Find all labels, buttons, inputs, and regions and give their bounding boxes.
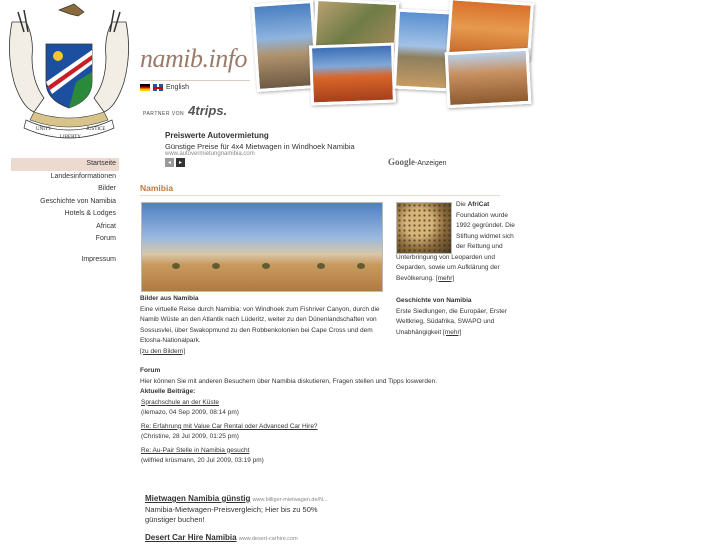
photo-tree [212,263,220,269]
google-ads-suffix: -Anzeigen [415,160,447,167]
google-ads-label[interactable] [388,157,447,167]
photo-tree [357,263,365,269]
forum-heading: Forum [140,367,161,374]
photo-tree [172,263,180,269]
header [0,0,727,150]
sidebar-item-bilder[interactable]: Bilder [98,185,116,192]
language-selector [140,84,189,91]
sidebar-nav [11,158,119,266]
bottom-ad-url[interactable]: www.billiger-mietwagen.de/N... [252,497,328,503]
photo-collage [250,0,727,120]
english-flag-icon[interactable] [153,84,163,91]
ad-url[interactable]: www.autovermietungnamibia.com [165,151,255,157]
ad-navigation [165,158,185,167]
bottom-ad [145,533,345,542]
bottom-ad [145,494,345,525]
coat-of-arms-logo[interactable] [4,2,134,144]
page-title: Namibia [140,183,174,193]
forum-post-list [140,398,460,467]
africat-section [396,200,516,284]
motto-liberty: LIBERTY [60,135,81,140]
forum-post-link[interactable]: Re: Au-Pair Stelle in Namibia gesucht [141,446,250,454]
sidebar-item-forum[interactable]: Forum [95,235,116,242]
forum-post-link[interactable]: Sprachschule an der Küste [141,398,220,406]
africat-intro: Die [456,201,466,208]
german-flag-icon[interactable] [140,84,150,91]
forum-post-link[interactable]: Re: Erfahrung mit Value Car Rental oder Advanced Car Hire? [141,422,318,430]
forum-section [140,366,460,467]
photo-tree [262,263,270,269]
ad-next-icon[interactable]: ▸ [176,158,185,167]
bilder-heading: Bilder aus Namibia [140,295,199,302]
africat-name: AfriCat [467,201,490,208]
africat-more-link[interactable]: [mehr] [435,274,455,282]
sidebar-item-geschichte[interactable]: Geschichte von Namibia [40,197,116,205]
africat-line-4: Stiftung widmet sich [456,232,514,240]
bottom-ad-url[interactable]: www.desert-carhire.com [238,536,298,542]
geschichte-section [396,296,516,338]
photo-dune [309,43,396,106]
africat-line-2: Foundation wurde [456,211,509,219]
logo-underline [140,80,250,81]
geschichte-text: Erste Siedlungen, die Europäer, Erster Weltkrieg, Südafrika, SWAPO und Unabhängigkeit [396,307,507,336]
africat-line-1 [396,200,516,211]
namibia-landscape-photo[interactable] [141,202,383,292]
bilder-text: Eine virtuelle Reise durch Namibia: von Windhoek zum Fishriver Canyon, durch die Namib Wüste an den Atlantik nach Lüderitz, weiter zu den Dünenlandschaften von Sossusvlei, über Swakopmund zu den Robbenkolonien bei Cape Cross und dem Etosha-Nationalpark. [140,305,380,344]
photo-tree [317,263,325,269]
sidebar-item-startseite[interactable]: Startseite [11,158,119,171]
sidebar-item-landesinformationen[interactable]: Landesinformationen [50,172,116,180]
bottom-ad-title[interactable]: Mietwagen Namibia günstig [145,494,251,503]
forum-post-meta: (ilemazo, 04 Sep 2009, 08:14 pm) [141,409,239,416]
google-brand: Google [388,157,415,167]
forum-post-meta: (wilfried krüsmann, 20 Jul 2009, 03:19 pm) [141,457,264,464]
africat-line-5: der Rettung und [456,243,503,250]
photo-quiver-tree [393,9,453,92]
partner-logo[interactable]: 4trips. [188,103,228,118]
title-divider [140,195,500,196]
partner-badge[interactable] [143,103,227,118]
bottom-ad-text[interactable]: Namibia-Mietwagen-Preisvergleich; Hier bis zu 50% günstiger buchen! [145,505,318,524]
geschichte-more-link[interactable]: [mehr] [443,328,462,336]
sidebar-spacer [11,246,119,254]
ad-title[interactable]: Preiswerte Autovermietung [165,131,269,140]
bilder-section [140,294,385,357]
ad-text[interactable]: Günstige Preise für 4x4 Mietwagen in Windhoek Namibia [165,142,355,151]
forum-text: Hier können Sie mit anderen Besuchern über Namibia diskutieren, Fragen stellen und Tipps loswerden. [140,377,437,385]
language-label[interactable]: English [166,84,189,91]
forum-post-meta: (Christine, 28 Jul 2009, 01:25 pm) [141,433,239,440]
bilder-link[interactable]: [zu den Bildern] [140,347,186,355]
sidebar-item-hotels[interactable]: Hotels & Lodges [64,210,116,217]
site-logo[interactable]: namib.info [140,44,247,73]
geschichte-heading: Geschichte von Namibia [396,297,472,304]
top-ad [165,131,465,157]
motto-justice: JUSTICE [86,127,106,132]
bottom-ad-title[interactable]: Desert Car Hire Namibia [145,533,237,542]
partner-label: PARTNER VON [143,111,185,117]
forum-recent-label: Aktuelle Beiträge: [140,388,196,395]
photo-canyon [445,48,532,108]
sidebar-item-impressum[interactable]: Impressum [81,255,116,263]
sidebar-item-africat[interactable]: Africat [96,222,116,230]
ad-prev-icon[interactable]: ◂ [165,158,174,167]
africat-line-3: 1992 gegründet. Die [456,222,515,229]
motto-unity: UNITY [36,127,52,132]
africat-text: Unterbringung von Leoparden und Geparden, sowie um Aufklärung der Bevölkerung. [396,253,500,282]
